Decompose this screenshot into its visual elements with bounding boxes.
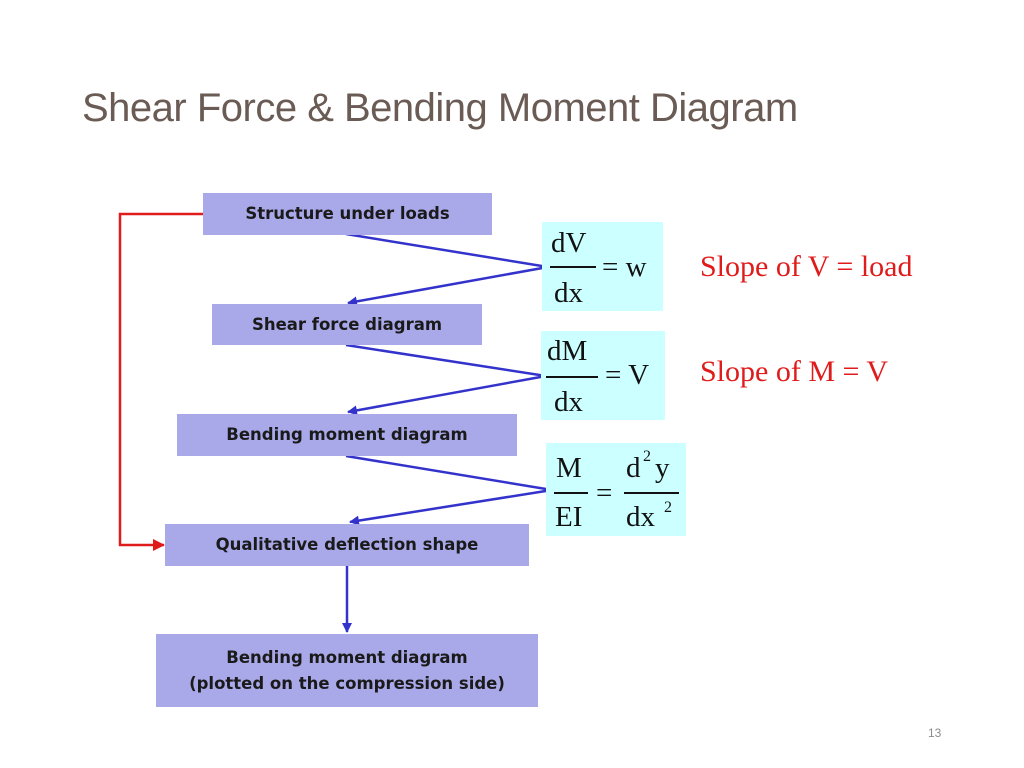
arrow-shear-to-formula2 xyxy=(346,345,546,376)
caption-slope-of-m: Slope of M = V xyxy=(700,355,889,388)
box-bending-moment-diagram xyxy=(177,414,517,456)
formula-dv-dx xyxy=(542,222,663,311)
formula3-rhs-numerator-y: y xyxy=(655,452,670,484)
page-title: Shear Force & Bending Moment Diagram xyxy=(82,86,798,130)
formula2-rhs: = V xyxy=(605,359,650,391)
formula1-fraction-bar xyxy=(550,266,596,268)
arrow-bending-to-formula3 xyxy=(346,456,552,490)
formula3-lhs-denominator: EI xyxy=(555,501,583,533)
caption-slope-of-v: Slope of V = load xyxy=(700,250,913,283)
box-bending-label: Bending moment diagram xyxy=(226,425,468,445)
box-deflection-label: Qualitative deflection shape xyxy=(215,535,479,555)
formula3-numerator-exponent: 2 xyxy=(643,448,651,465)
formula2-denominator: dx xyxy=(554,386,583,418)
formula3-rhs-numerator-d: d xyxy=(626,452,641,484)
feedback-arrow xyxy=(120,214,203,545)
formula3-denominator-exponent: 2 xyxy=(664,499,672,516)
arrow-formula3-to-deflection xyxy=(350,490,552,522)
box-shear-force-diagram xyxy=(212,304,482,345)
formula2-numerator: dM xyxy=(547,335,588,367)
formula-dm-dx xyxy=(541,331,665,420)
box-final-label-line2: (plotted on the compression side) xyxy=(189,673,505,693)
arrow-structure-to-formula1 xyxy=(346,234,548,267)
formula3-lhs-fraction-bar xyxy=(554,492,588,494)
box-structure-under-loads xyxy=(203,193,492,235)
box-final-label-line1: Bending moment diagram xyxy=(226,647,468,667)
formula3-equals: = xyxy=(596,477,613,509)
formula1-denominator: dx xyxy=(554,277,583,309)
formula3-lhs-numerator: M xyxy=(556,452,582,484)
box-shear-label: Shear force diagram xyxy=(251,314,443,334)
box-structure-label: Structure under loads xyxy=(245,204,450,224)
formula2-fraction-bar xyxy=(546,376,598,378)
formula3-rhs-denominator: dx xyxy=(626,501,655,533)
box-final-bending-moment xyxy=(156,634,538,707)
page-number: 13 xyxy=(928,726,942,740)
formula1-numerator: dV xyxy=(551,227,587,259)
formula-m-ei xyxy=(546,443,686,536)
formula1-rhs: = w xyxy=(602,251,647,283)
arrow-formula1-to-shear xyxy=(348,267,548,303)
formula3-rhs-fraction-bar xyxy=(624,492,679,494)
arrow-formula2-to-bending xyxy=(348,376,546,412)
box-qualitative-deflection-shape xyxy=(165,524,529,566)
